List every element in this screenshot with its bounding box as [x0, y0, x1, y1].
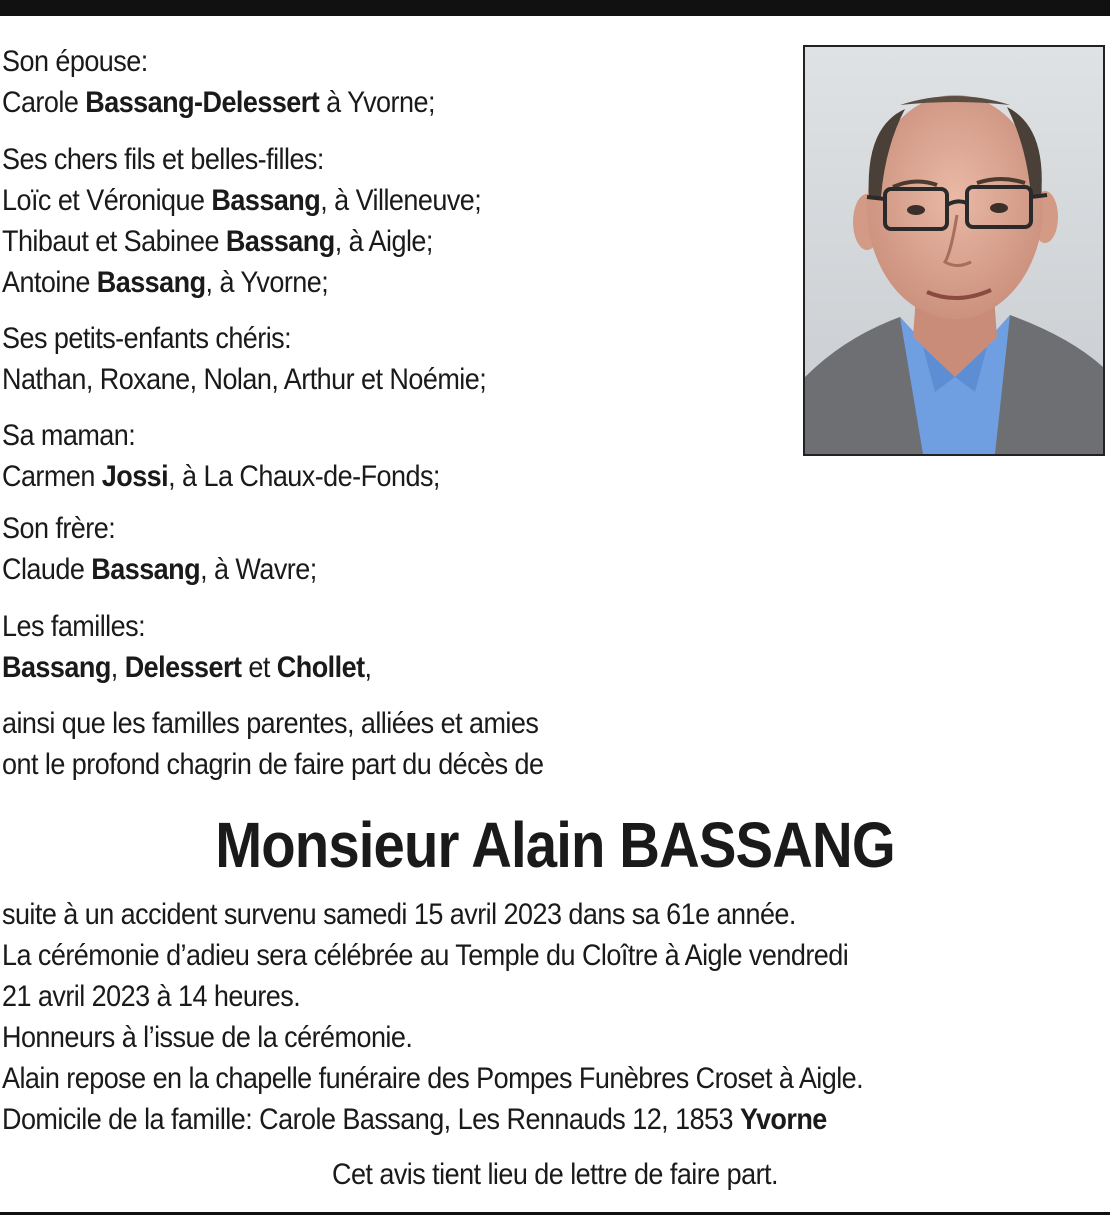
- text-segment: Thibaut et Sabinee: [2, 225, 226, 258]
- bold-name: Delessert: [124, 651, 242, 684]
- text-segment: Ses chers fils et belles-filles:: [2, 143, 324, 176]
- text-segment: ainsi que les familles parentes, alliées et amies: [2, 707, 539, 740]
- text-segment: Antoine: [2, 266, 97, 299]
- text-line: [2, 359, 486, 400]
- text-segment: Claude: [2, 553, 92, 586]
- text-line: [2, 221, 481, 262]
- text-segment: à Yvorne;: [319, 86, 435, 119]
- text-line: [2, 318, 486, 359]
- sons-group: [2, 139, 481, 303]
- text-line: [2, 262, 481, 303]
- text-segment: ,: [110, 651, 125, 684]
- text-line: [2, 976, 863, 1017]
- bold-name: Yvorne: [739, 1103, 827, 1136]
- text-segment: Loïc et Véronique: [2, 184, 212, 217]
- text-segment: ont le profond chagrin de faire part du décès de: [2, 748, 544, 781]
- mother-group: [2, 415, 440, 497]
- portrait-photo-icon: [805, 47, 1103, 454]
- grandchildren-group: [2, 318, 486, 400]
- text-line: [2, 1099, 863, 1140]
- text-line: [2, 894, 863, 935]
- text-line: [2, 935, 863, 976]
- notice-footer: Cet avis tient lieu de lettre de faire part.: [331, 1158, 778, 1191]
- text-line: [2, 180, 481, 221]
- text-line: [2, 1017, 863, 1058]
- text-line: [2, 703, 543, 744]
- text-segment: Les familles:: [2, 610, 146, 643]
- text-segment: Carole: [2, 86, 86, 119]
- families-group: [2, 606, 372, 688]
- text-segment: Carmen: [2, 460, 102, 493]
- text-line: [2, 549, 317, 590]
- bottom-rule: [0, 1212, 1110, 1215]
- text-segment: Honneurs à l’issue de la cérémonie.: [2, 1021, 413, 1054]
- text-segment: ,: [364, 651, 372, 684]
- text-segment: , à Aigle;: [334, 225, 433, 258]
- bold-name: Bassang: [91, 553, 201, 586]
- text-segment: Alain repose en la chapelle funéraire des Pompes Funèbres Croset à Aigle.: [2, 1062, 864, 1095]
- bold-name: Bassang: [96, 266, 206, 299]
- text-segment: suite à un accident survenu samedi 15 avril 2023 dans sa 61e année.: [2, 898, 796, 931]
- text-line: [2, 647, 372, 688]
- bold-name: Bassang: [225, 225, 335, 258]
- portrait-photo: [803, 45, 1105, 456]
- bold-name: Bassang: [211, 184, 321, 217]
- text-segment: , à Yvorne;: [205, 266, 329, 299]
- text-line: [2, 82, 435, 123]
- text-segment: Ses petits-enfants chéris:: [2, 322, 292, 355]
- text-line: [2, 456, 440, 497]
- text-line: [2, 744, 543, 785]
- text-segment: , à La Chaux-de-Fonds;: [168, 460, 440, 493]
- text-line: [2, 41, 435, 82]
- bold-name: Bassang: [2, 651, 111, 684]
- text-line: [2, 1058, 863, 1099]
- ceremony-details: [2, 894, 863, 1140]
- bold-name: Chollet: [276, 651, 365, 684]
- text-segment: , à Wavre;: [200, 553, 317, 586]
- text-segment: Sa maman:: [2, 419, 136, 452]
- text-line: [2, 606, 372, 647]
- bold-name: Bassang-Delessert: [85, 86, 320, 119]
- text-segment: Son épouse:: [2, 45, 148, 78]
- text-line: [2, 508, 317, 549]
- brother-group: [2, 508, 317, 590]
- text-line: [2, 139, 481, 180]
- announcement-text: [2, 703, 543, 785]
- text-segment: Nathan, Roxane, Nolan, Arthur et Noémie;: [2, 363, 487, 396]
- text-line: [2, 415, 440, 456]
- text-segment: Son frère:: [2, 512, 116, 545]
- text-segment: La cérémonie d’adieu sera célébrée au Temple du Cloître à Aigle vendredi: [2, 939, 849, 972]
- top-rule: [0, 0, 1110, 16]
- text-segment: et: [241, 651, 277, 684]
- spouse-group: [2, 41, 435, 123]
- deceased-name: Monsieur Alain BASSANG: [215, 809, 895, 881]
- text-segment: Domicile de la famille: Carole Bassang, Les Rennauds 12, 1853: [2, 1103, 740, 1136]
- text-segment: 21 avril 2023 à 14 heures.: [2, 980, 301, 1013]
- bold-name: Jossi: [101, 460, 169, 493]
- text-segment: , à Villeneuve;: [320, 184, 482, 217]
